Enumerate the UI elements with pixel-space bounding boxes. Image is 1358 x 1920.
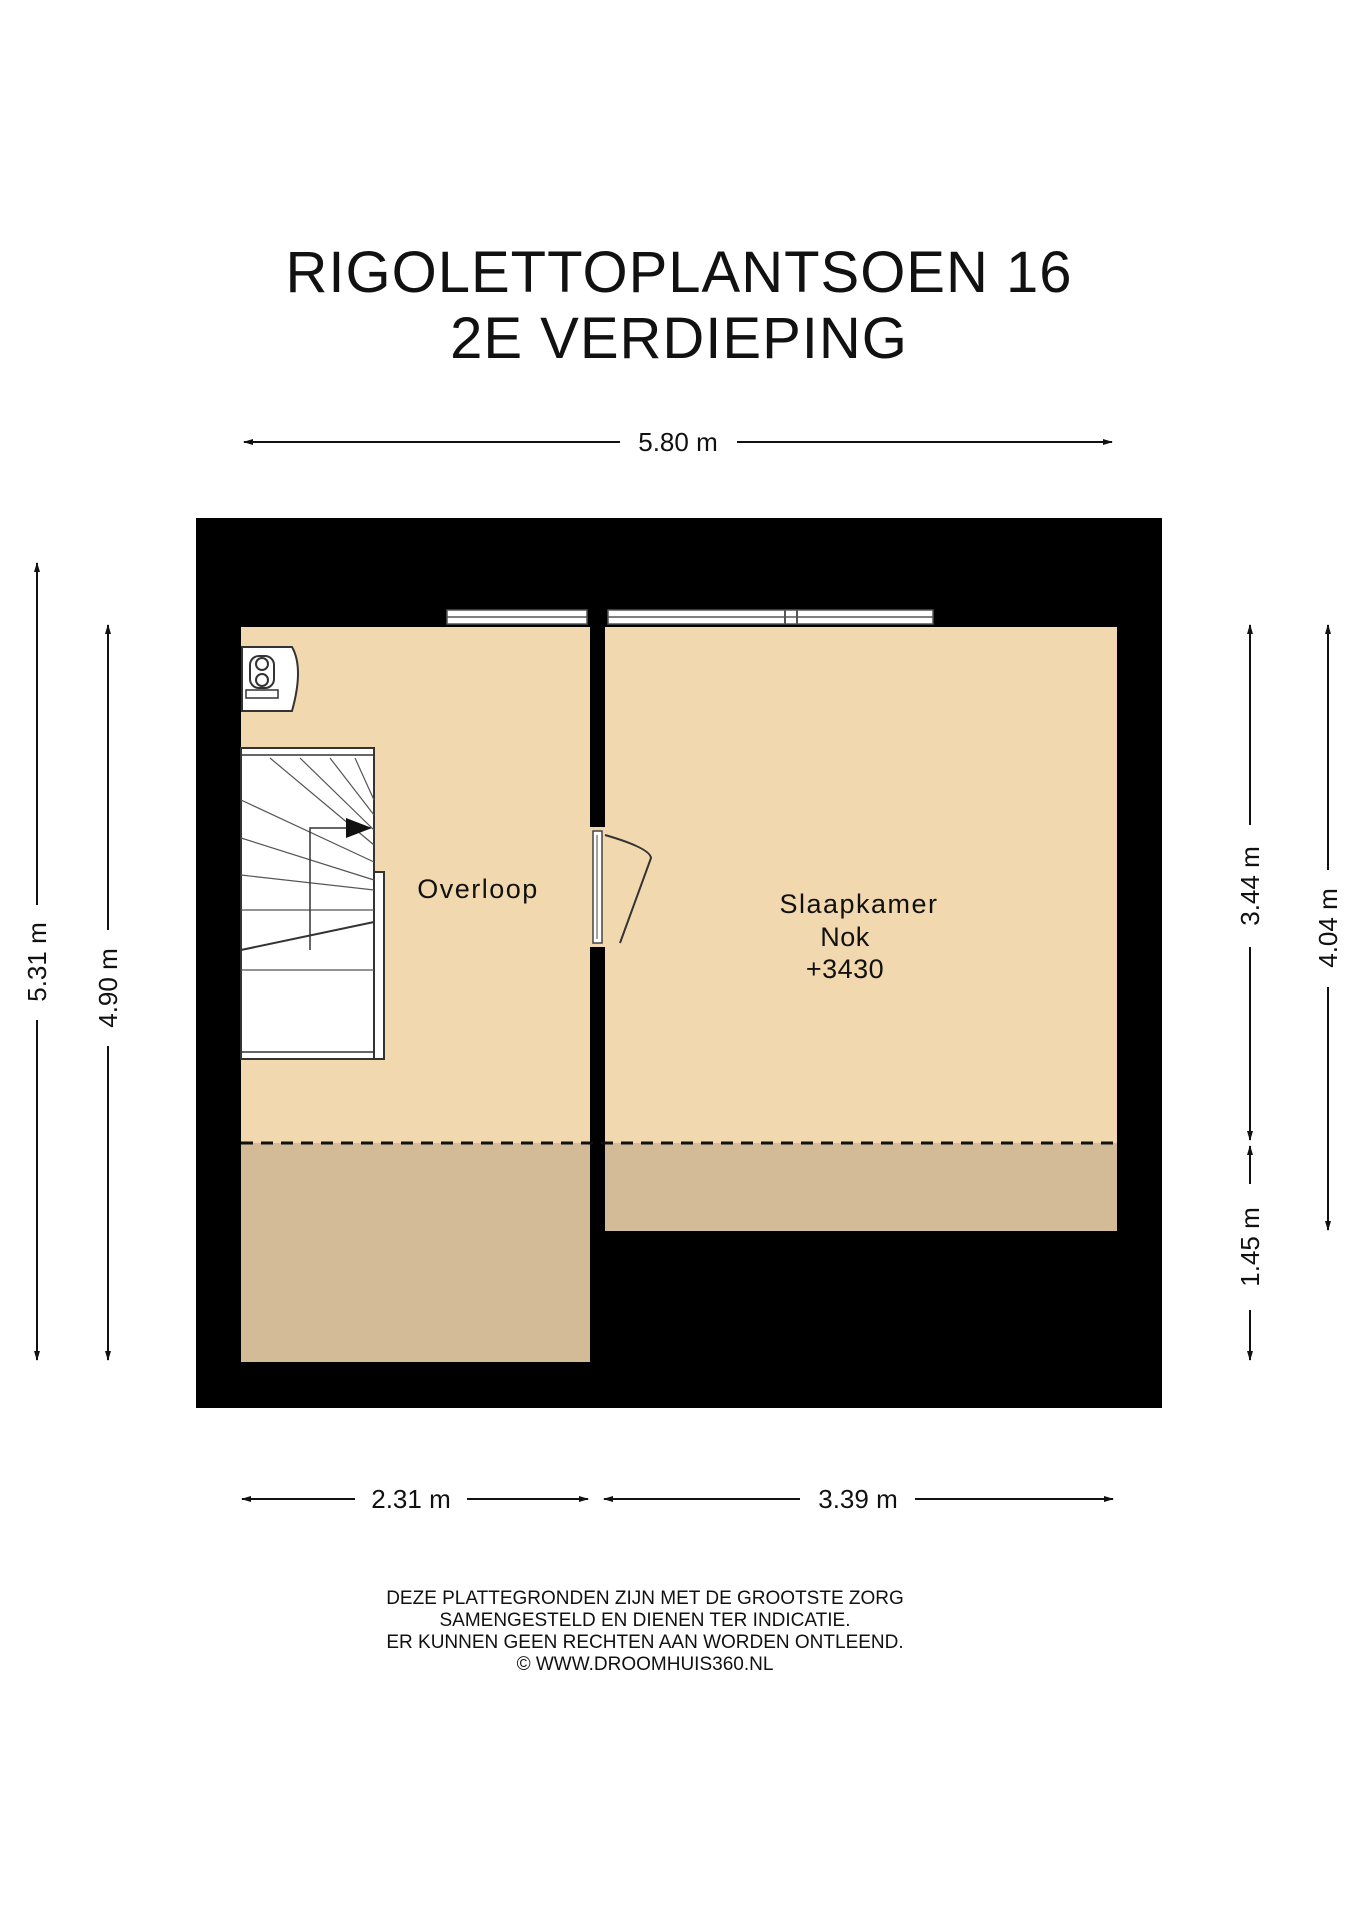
plan-title: RIGOLETTOPLANTSOEN 16 <box>285 240 1073 305</box>
window-slaapkamer <box>608 610 933 624</box>
window-overloop <box>447 610 587 624</box>
ridge-height: +3430 <box>805 954 885 984</box>
ridge-label: Nok <box>820 922 870 952</box>
disclaimer-line: ER KUNNEN GEEN RECHTEN AAN WORDEN ONTLEEND. <box>386 1632 904 1653</box>
disclaimer-line: DEZE PLATTEGRONDEN ZIJN MET DE GROOTSTE ZORG <box>386 1588 904 1609</box>
dim-left-outer-label: 5.31 m <box>22 922 52 1002</box>
boiler-icon <box>242 647 298 711</box>
room-label-overloop: Overloop <box>417 874 539 904</box>
room-label-slaapkamer: Slaapkamer <box>779 889 939 919</box>
slaapkamer-floor <box>605 627 1117 1143</box>
disclaimer-line: © WWW.DROOMHUIS360.NL <box>516 1654 774 1675</box>
dim-bottom-left-label: 2.31 m <box>371 1484 451 1514</box>
overloop-floor-low <box>241 1143 590 1362</box>
staircase <box>241 748 384 1059</box>
dim-left-inner-label: 4.90 m <box>93 948 123 1028</box>
dim-top-label: 5.80 m <box>638 427 718 457</box>
dim-right-outer-label: 4.04 m <box>1313 888 1343 968</box>
dim-right-lower-label: 1.45 m <box>1235 1207 1265 1287</box>
floor-subtitle: 2E VERDIEPING <box>450 306 908 371</box>
disclaimer-line: SAMENGESTELD EN DIENEN TER INDICATIE. <box>439 1610 851 1631</box>
slaapkamer-floor-low <box>605 1143 1117 1231</box>
dim-bottom-right-label: 3.39 m <box>818 1484 898 1514</box>
dim-right-upper-label: 3.44 m <box>1235 846 1265 926</box>
disclaimer <box>0 1588 1290 1676</box>
